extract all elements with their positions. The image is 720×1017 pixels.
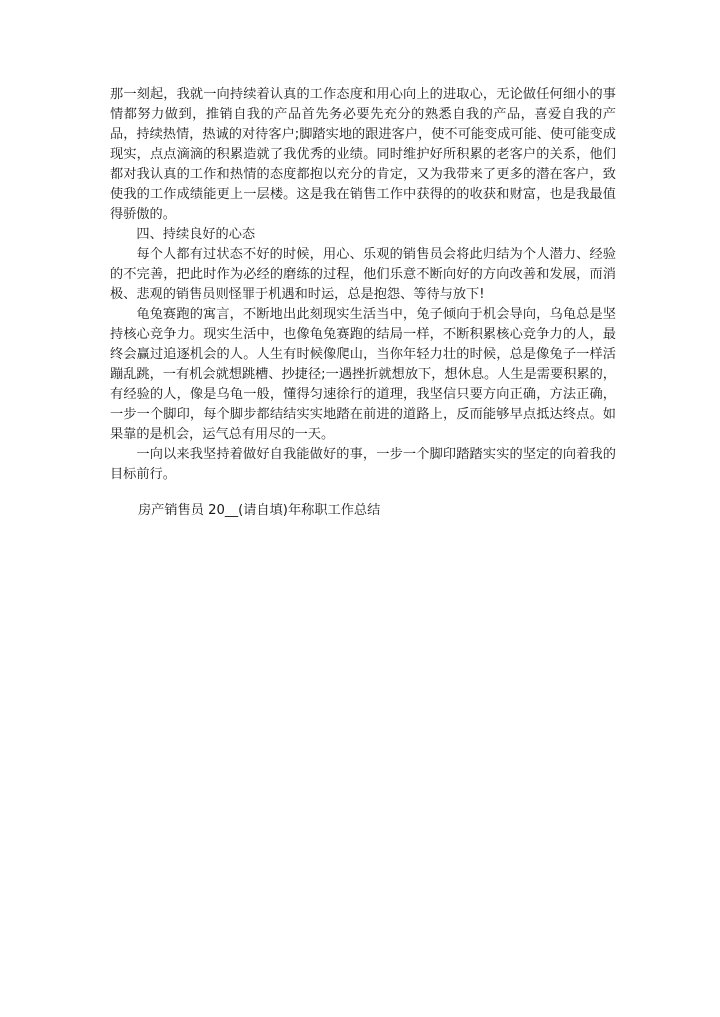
body-paragraph: 那一刻起，我就一向持续着认真的工作态度和用心向上的进取心，无论做任何细小的事情都努力做到，推销自我的产品首先务必要先充分的熟悉自我的产品，喜爱自我的产品，持续热情，热诚的对待客户;脚踏实地的跟进客户，使不可能变成可能、使可能变成现实，点点滴滴的积累造就了我优秀的业绩。同时维护好所积累的老客户的关系，他们都对我认真的工作和热情的态度都抱以充分的肯定，又为我带来了更多的潜在客户，致使我的工作成绩能更上一层楼。这是我在销售工作中获得的的收获和财富，也是我最值得骄傲的。 xyxy=(110,87,616,222)
body-paragraph: 龟兔赛跑的寓言，不断地出此刻现实生活当中，兔子倾向于机会导向，乌龟总是坚持核心竞争力。现实生活中，也像龟兔赛跑的结局一样，不断积累核心竞争力的人，最终会赢过追逐机会的人。人生有时候像爬山，当你年轻力壮的时候，总是像兔子一样活蹦乱跳，一有机会就想跳槽、抄捷径;一遇挫折就想放下，想休息。人生是需要积累的，有经验的人，像是乌龟一般，懂得匀速徐行的道理，我坚信只要方向正确，方法正确，一步一个脚印，每个脚步都结结实实地踏在前进的道路上，反而能够早点抵达终点。如果靠的是机会，运气总有用尽的一天。 xyxy=(110,307,616,442)
next-article-title: 房产销售员 20__(请自填)年称职工作总结 xyxy=(138,503,381,518)
document-body xyxy=(110,85,616,485)
section-heading: 四、持续良好的心态 xyxy=(136,227,256,242)
body-paragraph: 每个人都有过状态不好的时候，用心、乐观的销售员会将此归结为个人潜力、经验的不完善，把此时作为必经的磨练的过程，他们乐意不断向好的方向改善和发展，而消极、悲观的销售员则怪罪于机遇和时运，总是抱怨、等待与放下! xyxy=(110,247,616,302)
body-paragraph: 一向以来我坚持着做好自我能做好的事，一步一个脚印踏踏实实的坚定的向着我的目标前行。 xyxy=(110,447,616,482)
